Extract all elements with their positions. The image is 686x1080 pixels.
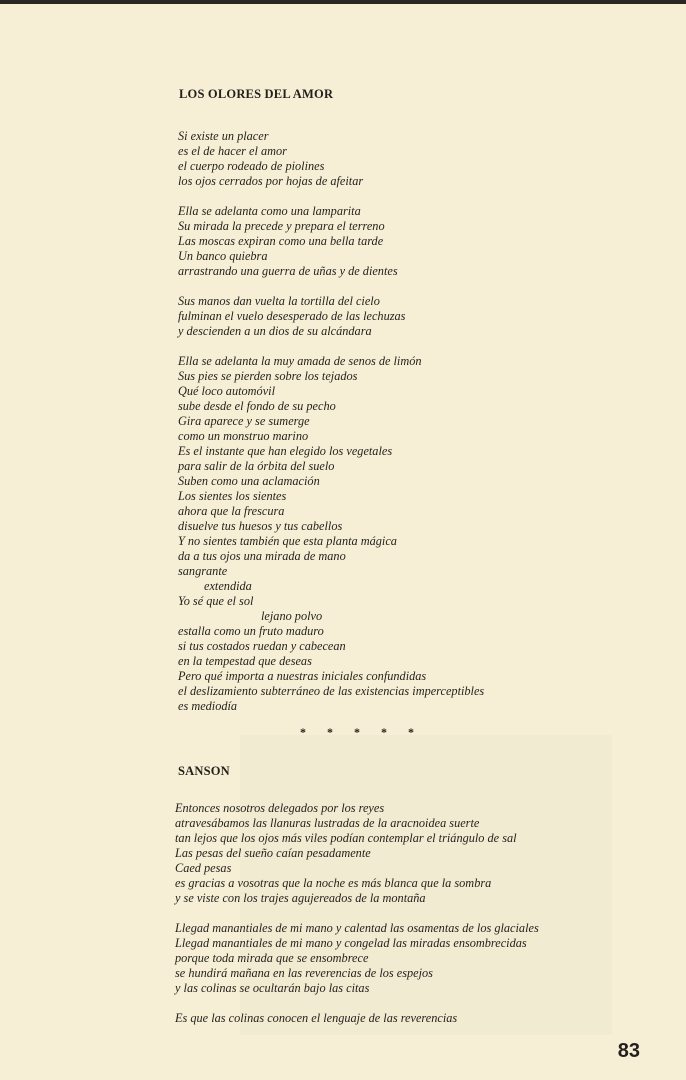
poem-line: los ojos cerrados por hojas de afeitar xyxy=(178,174,364,188)
poem-line: Y no sientes también que esta planta mágica xyxy=(178,534,397,548)
poem-line: Entonces nosotros delegados por los reyes xyxy=(175,801,385,815)
poem-line: Es que las colinas conocen el lenguaje de las reverencias xyxy=(175,1011,458,1025)
poem-line: extendida xyxy=(204,579,252,593)
poem-line: sube desde el fondo de su pecho xyxy=(178,399,336,413)
stanza xyxy=(175,921,539,996)
poem-line: Ella se adelanta como una lamparita xyxy=(178,204,361,218)
poem-line: disuelve tus huesos y tus cabellos xyxy=(178,519,343,533)
section-separator: * * * * * xyxy=(300,725,423,739)
poem-line: atravesábamos las llanuras lustradas de la aracnoidea suerte xyxy=(175,816,480,830)
poem-line: es gracias a vosotras que la noche es más blanca que la sombra xyxy=(175,876,492,890)
poem-title: SANSON xyxy=(178,764,230,778)
poem-line: Qué loco automóvil xyxy=(178,384,275,398)
poem-line: Es el instante que han elegido los vegetales xyxy=(178,444,393,458)
poem-line: Pero qué importa a nuestras iniciales confundidas xyxy=(178,669,427,683)
poem-line: y las colinas se ocultarán bajo las citas xyxy=(175,981,370,995)
poem-body xyxy=(178,129,484,729)
poem-line: Caed pesas xyxy=(175,861,232,875)
stanza xyxy=(178,354,484,714)
poem-line: Las pesas del sueño caían pesadamente xyxy=(175,846,371,860)
poem-line: Gira aparece y se sumerge xyxy=(178,414,310,428)
page-number: 83 xyxy=(617,1040,640,1062)
poem-line: Las moscas expiran como una bella tarde xyxy=(178,234,384,248)
poem-line: y se viste con los trajes agujereados de la montaña xyxy=(175,891,426,905)
poem-body xyxy=(175,801,539,1041)
poem-line: Si existe un placer xyxy=(178,129,269,143)
stanza xyxy=(178,129,484,189)
poem-line: ahora que la frescura xyxy=(178,504,285,518)
poem-line: Su mirada la precede y prepara el terreno xyxy=(178,219,385,233)
stanza xyxy=(175,801,539,906)
poem-line: Llegad manantiales de mi mano y calentad las osamentas de los glaciales xyxy=(175,921,539,935)
poem-line: Sus pies se pierden sobre los tejados xyxy=(178,369,358,383)
poem-line: da a tus ojos una mirada de mano xyxy=(178,549,346,563)
poem-title: LOS OLORES DEL AMOR xyxy=(179,87,334,101)
poem-line: es el de hacer el amor xyxy=(178,144,287,158)
poem-line: porque toda mirada que se ensombrece xyxy=(175,951,369,965)
stanza xyxy=(178,294,484,339)
poem-line: Llegad manantiales de mi mano y congelad las miradas ensombrecidas xyxy=(175,936,527,950)
poem-line: para salir de la órbita del suelo xyxy=(178,459,335,473)
poem-line: sangrante xyxy=(178,564,228,578)
poem-line: lejano polvo xyxy=(261,609,323,623)
poem-line: es mediodía xyxy=(178,699,238,713)
poem-line: el deslizamiento subterráneo de las existencias imperceptibles xyxy=(178,684,485,698)
poem-line: en la tempestad que deseas xyxy=(178,654,312,668)
poem-line: Suben como una aclamación xyxy=(178,474,320,488)
poem-line: Yo sé que el sol xyxy=(178,594,254,608)
poem-line: tan lejos que los ojos más viles podían contemplar el triángulo de sal xyxy=(175,831,517,845)
top-border xyxy=(0,0,686,4)
poem-line: estalla como un fruto maduro xyxy=(178,624,324,638)
poem-line: el cuerpo rodeado de piolines xyxy=(178,159,325,173)
stanza xyxy=(178,204,484,279)
poem-line: fulminan el vuelo desesperado de las lechuzas xyxy=(178,309,406,323)
poem-line: se hundirá mañana en las reverencias de los espejos xyxy=(175,966,433,980)
poem-line: Sus manos dan vuelta la tortilla del cielo xyxy=(178,294,380,308)
poem-line: Los sientes los sientes xyxy=(178,489,287,503)
stanza xyxy=(175,1011,539,1026)
poem-line: Ella se adelanta la muy amada de senos de limón xyxy=(178,354,422,368)
poem-line: arrastrando una guerra de uñas y de dientes xyxy=(178,264,398,278)
poem-line: Un banco quiebra xyxy=(178,249,268,263)
poem-line: si tus costados ruedan y cabecean xyxy=(178,639,346,653)
poem-line: como un monstruo marino xyxy=(178,429,309,443)
poem-line: y descienden a un dios de su alcándara xyxy=(178,324,372,338)
